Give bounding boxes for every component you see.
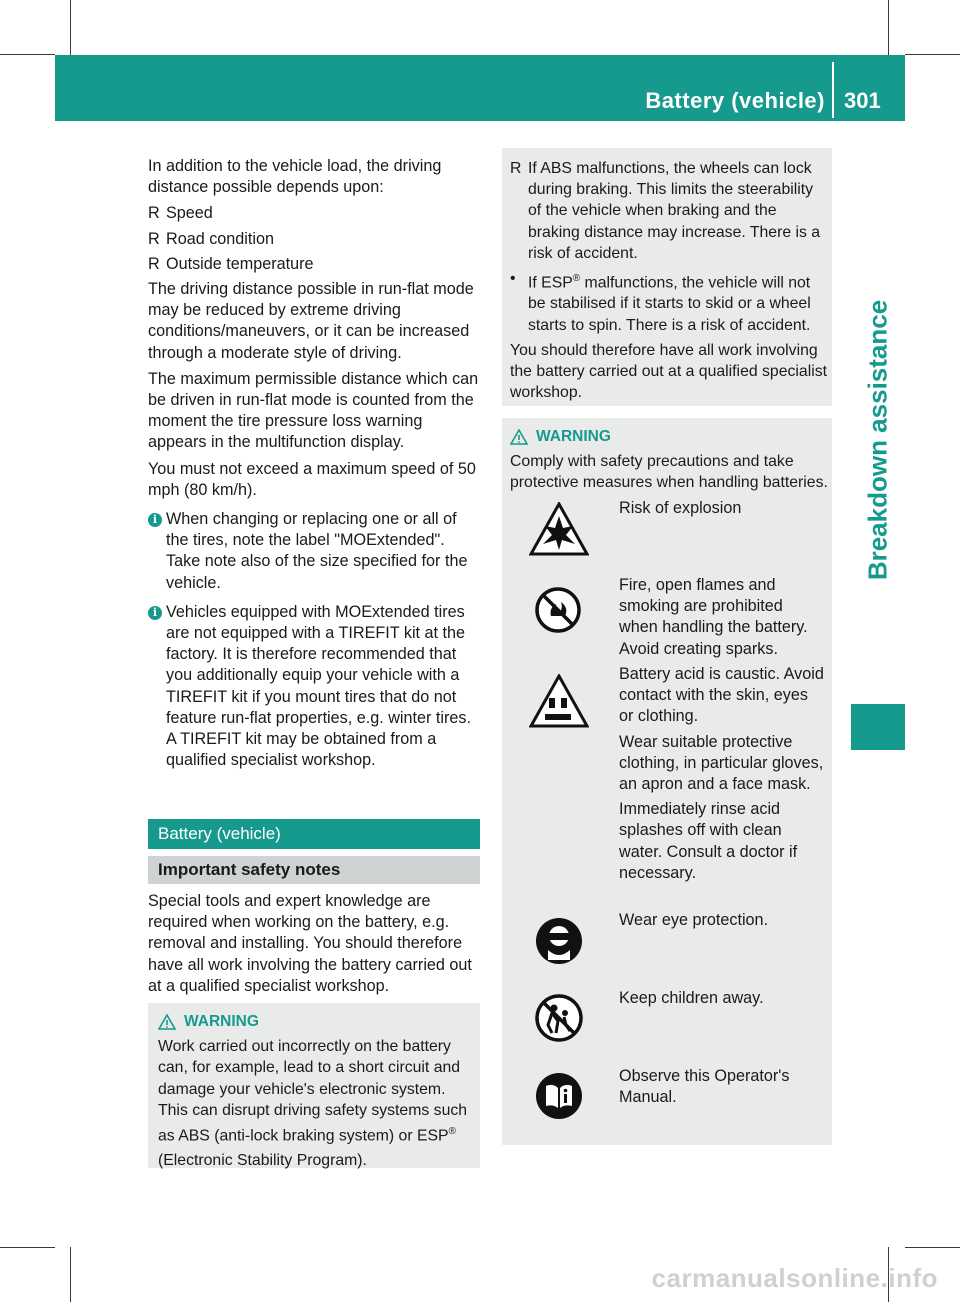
warning-text-end: (Electronic Stability Program).: [158, 1152, 367, 1170]
warning-text: Work carried out incorrectly on the battery can, for example, lead to a short circuit and damage your vehicle's electronic system. This can disrupt driving safety systems such as ABS (anti-lock braking system) or ESP®: [158, 1038, 468, 1145]
safety-intro: [148, 891, 482, 1002]
eye-protection-icon: [534, 916, 584, 966]
list-item: R Road condition: [148, 229, 274, 248]
hazard-text-acid: Battery acid is caustic. Avoid contact with the skin, eyes or clothing. Wear suitable protective clothing, in particular gloves, an apron and a face mask. Immediately rinse acid splashes off with clean water. Consult a doctor if necessary.: [619, 665, 824, 882]
info-note: i Vehicles equipped with MOExtended tires are not equipped with a TIREFIT kit at the factory. It is therefore recommended that you additionally equip your vehicle with a TIREFIT kit if you mount tires that do not feature run-flat properties, e.g. winter tires. A TIREFIT kit may be obtained from a qualified specialist workshop.: [148, 602, 482, 772]
corrosive-hazard-icon: [529, 674, 589, 728]
hazard-text-explosion: Risk of explosion: [619, 499, 742, 517]
warning-triangle-icon: [158, 1014, 176, 1030]
paragraph: You must not exceed a maximum speed of 50 mph (80 km/h).: [148, 459, 476, 499]
warning-text: Comply with safety precautions and take protective measures when handling batteries.: [510, 453, 828, 492]
crop-mark: [70, 0, 71, 55]
subsection-header-block: [148, 856, 480, 884]
warning-triangle-icon: [510, 429, 528, 445]
crop-mark: [0, 54, 55, 55]
list-item: R Outside temperature: [148, 254, 314, 273]
page-title: Battery (vehicle): [645, 88, 825, 113]
subsection-title: Important safety notes: [148, 856, 480, 884]
warning-panel: [148, 1003, 480, 1168]
warning-heading: WARNING: [158, 1011, 476, 1032]
paragraph: Special tools and expert knowledge are required when working on the battery, e.g. removal and installing. You should therefore have all work involving the battery carried out at a qualified specialist workshop.: [148, 892, 472, 995]
chapter-label: Breakdown assistance: [862, 299, 893, 581]
chapter-tab: [851, 704, 905, 750]
paragraph: The driving distance possible in run-flat mode may be reduced by extreme driving conditions/maneuvers, or it can be increased through a moderate style of driving.: [148, 280, 474, 362]
battery-warning-panel: [502, 418, 832, 1145]
list-item: R If ABS malfunctions, the wheels can lock during braking. This limits the steerability of the vehicle when braking and the braking distance may increase. There is a risk of accident.: [510, 160, 821, 262]
watermark: carmanualsonline.info: [651, 1263, 938, 1293]
paragraph: The maximum permissible distance which can be driven in run-flat mode is counted from the moment the tire pressure loss warning appears in the multifunction display.: [148, 369, 479, 452]
section-title: Battery (vehicle): [148, 819, 480, 849]
explosion-hazard-icon: [529, 502, 589, 556]
crop-mark: [70, 1247, 71, 1302]
crop-mark: [905, 1247, 960, 1248]
crop-mark: [0, 1247, 55, 1248]
hazard-text-manual: Observe this Operator's Manual.: [619, 1067, 790, 1107]
info-icon: i: [148, 513, 162, 527]
no-fire-icon: [534, 586, 582, 634]
list-item: R Speed: [148, 204, 213, 223]
paragraph: You should therefore have all work involving the battery carried out at a qualified specialist workshop.: [510, 341, 827, 402]
section-header-block: [148, 819, 480, 849]
page-number: 301: [844, 88, 881, 113]
info-note: i When changing or replacing one or all of the tires, note the label "MOExtended". Take note also of the size specified for the vehicle.: [148, 509, 482, 594]
info-icon: i: [148, 606, 162, 620]
hazard-text-eye: Wear eye protection.: [619, 911, 769, 929]
header-divider: [832, 62, 834, 118]
crop-mark: [888, 0, 889, 55]
read-manual-icon: [534, 1071, 584, 1121]
warning-heading: WARNING: [510, 426, 828, 447]
list-item: • If ESP® malfunctions, the vehicle will not be stabilised if it starts to skid or a wheel starts to spin. There is a risk of accident.: [510, 270, 811, 334]
hazard-text-children: Keep children away.: [619, 989, 764, 1007]
intro-text: In addition to the vehicle load, the driving distance possible depends upon:: [148, 157, 442, 197]
continued-warning-panel: [502, 148, 832, 406]
keep-children-away-icon: [534, 993, 584, 1043]
crop-mark: [905, 54, 960, 55]
left-column: [148, 156, 482, 779]
hazard-text-fire: Fire, open flames and smoking are prohibited when handling the battery. Avoid creating sparks.: [619, 576, 808, 658]
